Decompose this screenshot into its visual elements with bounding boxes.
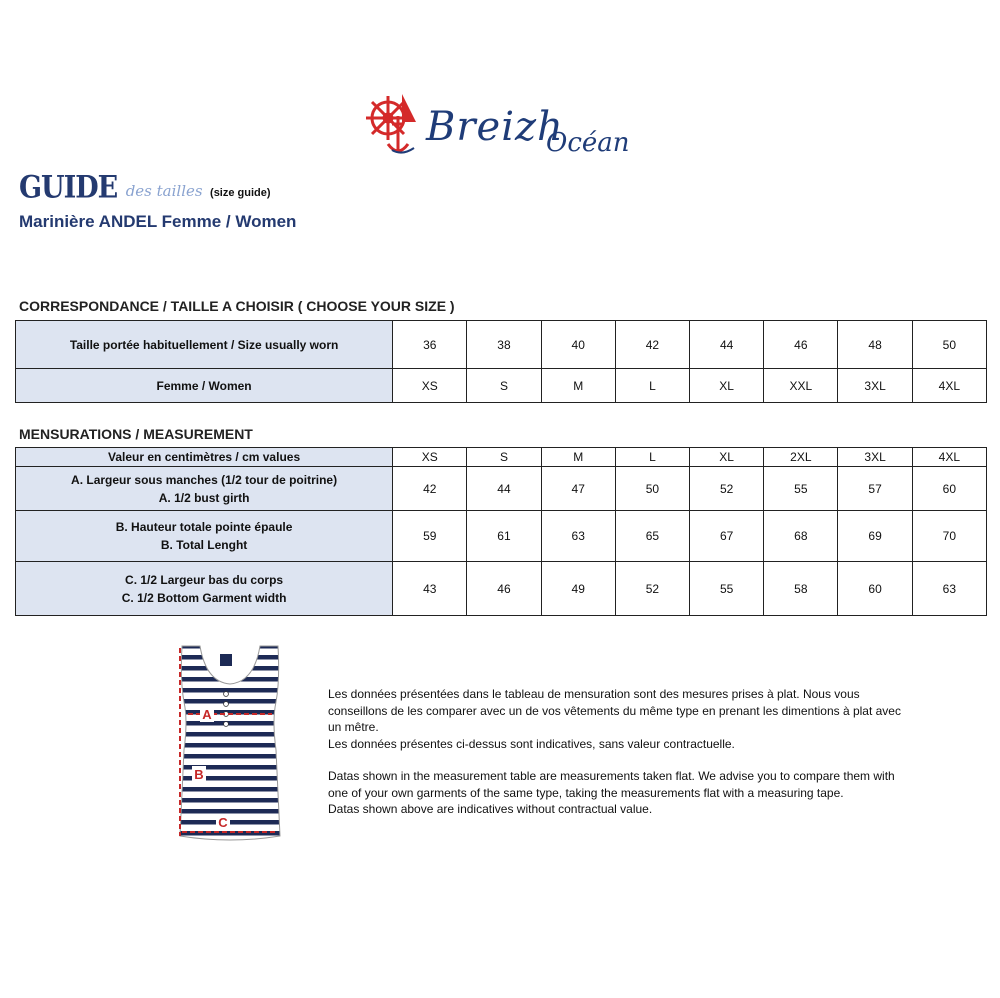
row-label [16, 562, 393, 616]
measurements-table [15, 447, 987, 616]
table-cell: XXL [764, 369, 838, 403]
table-cell: 50 [615, 467, 689, 511]
table-cell: 4XL [912, 369, 986, 403]
table-cell: 44 [467, 467, 541, 511]
row-label: Taille portée habituellement / Size usually worn [16, 321, 393, 369]
table-cell: 52 [690, 467, 764, 511]
table-cell: 55 [764, 467, 838, 511]
table-cell: 47 [541, 467, 615, 511]
table-cell: 61 [467, 511, 541, 562]
size-header: XL [690, 448, 764, 467]
table-cell: 48 [838, 321, 912, 369]
note-fr-1: Les données présentées dans le tableau de mensuration sont des mesures prises à plat. Nous vous conseillons de les comparer avec un de vos vêtements du même type en prenant les dimentions à plat avec un mêtre. [328, 687, 901, 734]
table-cell: 49 [541, 562, 615, 616]
table-cell: 52 [615, 562, 689, 616]
header-label: Valeur en centimètres / cm values [16, 448, 393, 467]
table-cell: XS [393, 369, 467, 403]
correspondance-title: CORRESPONDANCE / TAILLE A CHOISIR ( CHOOSE YOUR SIZE ) [19, 298, 455, 314]
size-header: 3XL [838, 448, 912, 467]
table-cell: 42 [615, 321, 689, 369]
guide-script: des tailles [125, 182, 203, 200]
table-cell: S [467, 369, 541, 403]
notes-block [328, 686, 908, 818]
size-header: L [615, 448, 689, 467]
table-cell: 70 [912, 511, 986, 562]
row-label [16, 511, 393, 562]
table-cell: 46 [467, 562, 541, 616]
table-cell: 40 [541, 321, 615, 369]
brand-name-suffix: Océan [546, 128, 630, 158]
table-cell: 65 [615, 511, 689, 562]
table-cell: 50 [912, 321, 986, 369]
table-cell: 43 [393, 562, 467, 616]
row-label [16, 467, 393, 511]
size-header: XS [393, 448, 467, 467]
table-cell: 58 [764, 562, 838, 616]
stripe [160, 644, 300, 649]
row-label-fr: C. 1/2 Largeur bas du corps [125, 572, 284, 587]
table-cell: 57 [838, 467, 912, 511]
table-cell: 42 [393, 467, 467, 511]
brand-name: Breizh [426, 104, 564, 150]
row-label-fr: B. Hauteur totale pointe épaule [115, 520, 293, 534]
note-en-1: Datas shown in the measurement table are measurements taken flat. We advise you to compare them with one of your own garments of the same type, taking the measurements flat with a measuring tape. [328, 769, 895, 800]
table-cell: 67 [690, 511, 764, 562]
size-header: M [541, 448, 615, 467]
guide-note: (size guide) [210, 187, 271, 199]
table-cell: 63 [541, 511, 615, 562]
table-cell: 60 [838, 562, 912, 616]
row-label-en: C. 1/2 Bottom Garment width [121, 590, 287, 605]
table-cell: 68 [764, 511, 838, 562]
table-cell: 44 [690, 321, 764, 369]
table-cell: M [541, 369, 615, 403]
size-header: 4XL [912, 448, 986, 467]
table-cell: 55 [690, 562, 764, 616]
table-cell: 60 [912, 467, 986, 511]
table-cell: XL [690, 369, 764, 403]
table-cell: 59 [393, 511, 467, 562]
correspondance-table [15, 320, 987, 403]
table-row [16, 511, 987, 562]
row-label-fr: A. Largeur sous manches (1/2 tour de poitrine) [71, 472, 338, 487]
marker-c: C [218, 815, 228, 830]
table-cell: 46 [764, 321, 838, 369]
marker-b: B [194, 767, 204, 782]
note-fr-2: Les données présentes ci-dessus sont indicatives, sans valeur contractuelle. [328, 736, 735, 751]
tank-top-illustration [160, 640, 300, 850]
table-cell: 63 [912, 562, 986, 616]
row-label: Femme / Women [16, 369, 393, 403]
row-label-en: A. 1/2 bust girth [158, 490, 250, 505]
table-cell: 36 [393, 321, 467, 369]
table-cell: 38 [467, 321, 541, 369]
note-en-2: Datas shown above are indicatives without contractual value. [328, 802, 653, 816]
table-cell: 3XL [838, 369, 912, 403]
guide-word: GUIDE [19, 169, 118, 206]
table-row [16, 321, 987, 369]
product-title: Marinière ANDEL Femme / Women [19, 212, 297, 231]
table-cell: L [615, 369, 689, 403]
row-label-en: B. Total Lenght [160, 538, 248, 552]
stripe [160, 842, 300, 847]
table-row [16, 369, 987, 403]
guide-heading [19, 169, 271, 208]
table-header-row [16, 448, 987, 467]
table-row [16, 562, 987, 616]
size-header: S [467, 448, 541, 467]
table-cell: 69 [838, 511, 912, 562]
marker-a: A [202, 707, 212, 722]
size-header: 2XL [764, 448, 838, 467]
measurements-title: MENSURATIONS / MEASUREMENT [19, 426, 253, 442]
table-row [16, 467, 987, 511]
